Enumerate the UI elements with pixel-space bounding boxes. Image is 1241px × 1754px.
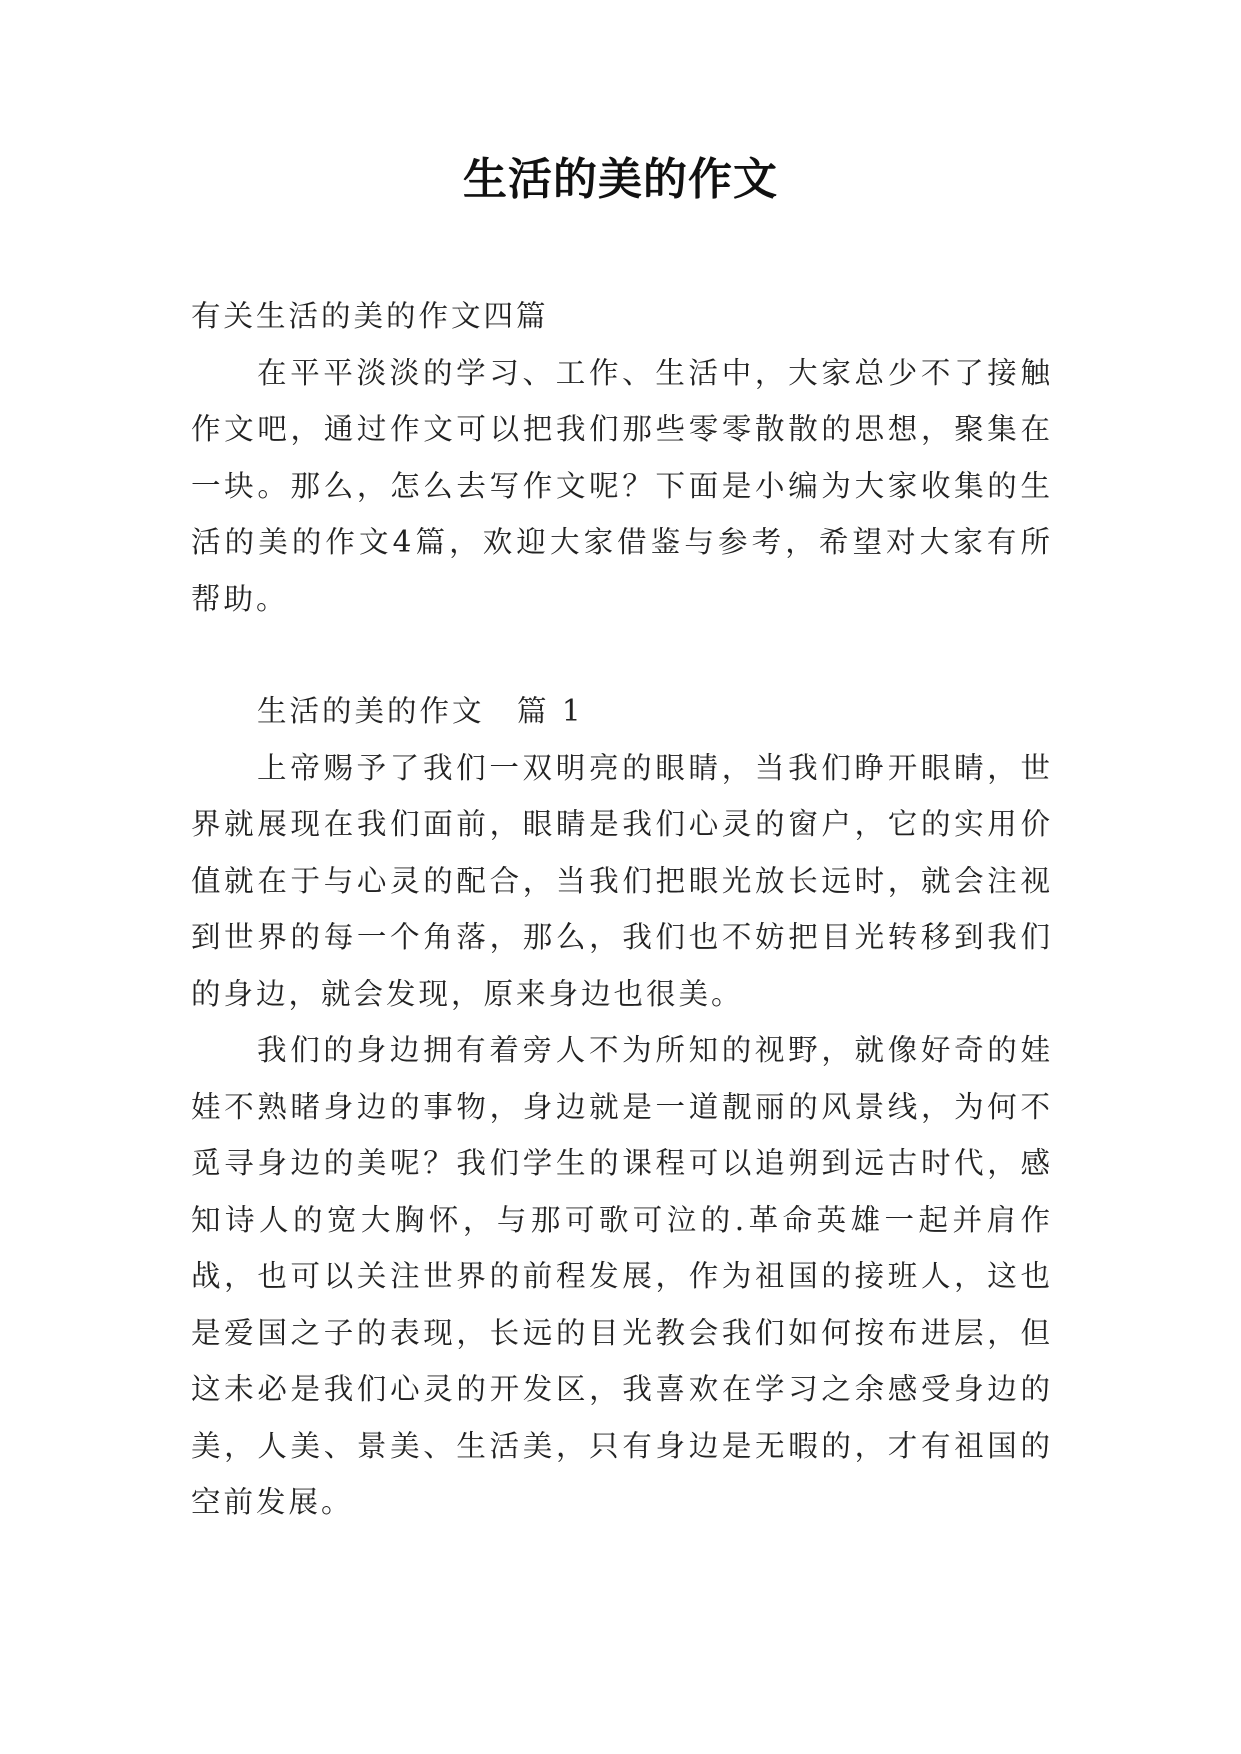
body-paragraph: 我们的身边拥有着旁人不为所知的视野，就像好奇的娃娃不熟睹身边的事物，身边就是一道靓丽的风景线，为何不觅寻身边的美呢？我们学生的课程可以追朔到远古时代，感知诗人的宽大胸怀，与那可歌可泣的.革命英雄一起并肩作战，也可以关注世界的前程发展，作为祖国的接班人，这也是爱国之子的表现，长远的目光教会我们如何按布进层，但这未必是我们心灵的开发区，我喜欢在学习之余感受身边的美，人美、景美、生活美，只有身边是无暇的，才有祖国的空前发展。 [191,1033,1053,1519]
body-paragraph: 上帝赐予了我们一双明亮的眼睛，当我们睁开眼睛，世界就展现在我们面前，眼睛是我们心灵的窗户，它的实用价值就在于与心灵的配合，当我们把眼光放长远时，就会注视到世界的每一个角落，那么，我们也不妨把目光转移到我们的身边，就会发现，原来身边也很美。 [191,750,1053,1011]
section-heading: 生活的美的作文 篇 1 [257,694,584,728]
document-body [191,288,1053,1531]
intro-paragraph: 在平平淡淡的学习、工作、生活中，大家总少不了接触作文吧，通过作文可以把我们那些零零散散的思想，聚集在一块。那么，怎么去写作文呢？下面是小编为大家收集的生活的美的作文4篇，欢迎大家借鉴与参考，希望对大家有所帮助。 [191,355,1053,616]
document-subtitle: 有关生活的美的作文四篇 [191,299,549,333]
page-title: 生活的美的作文 [463,154,778,205]
